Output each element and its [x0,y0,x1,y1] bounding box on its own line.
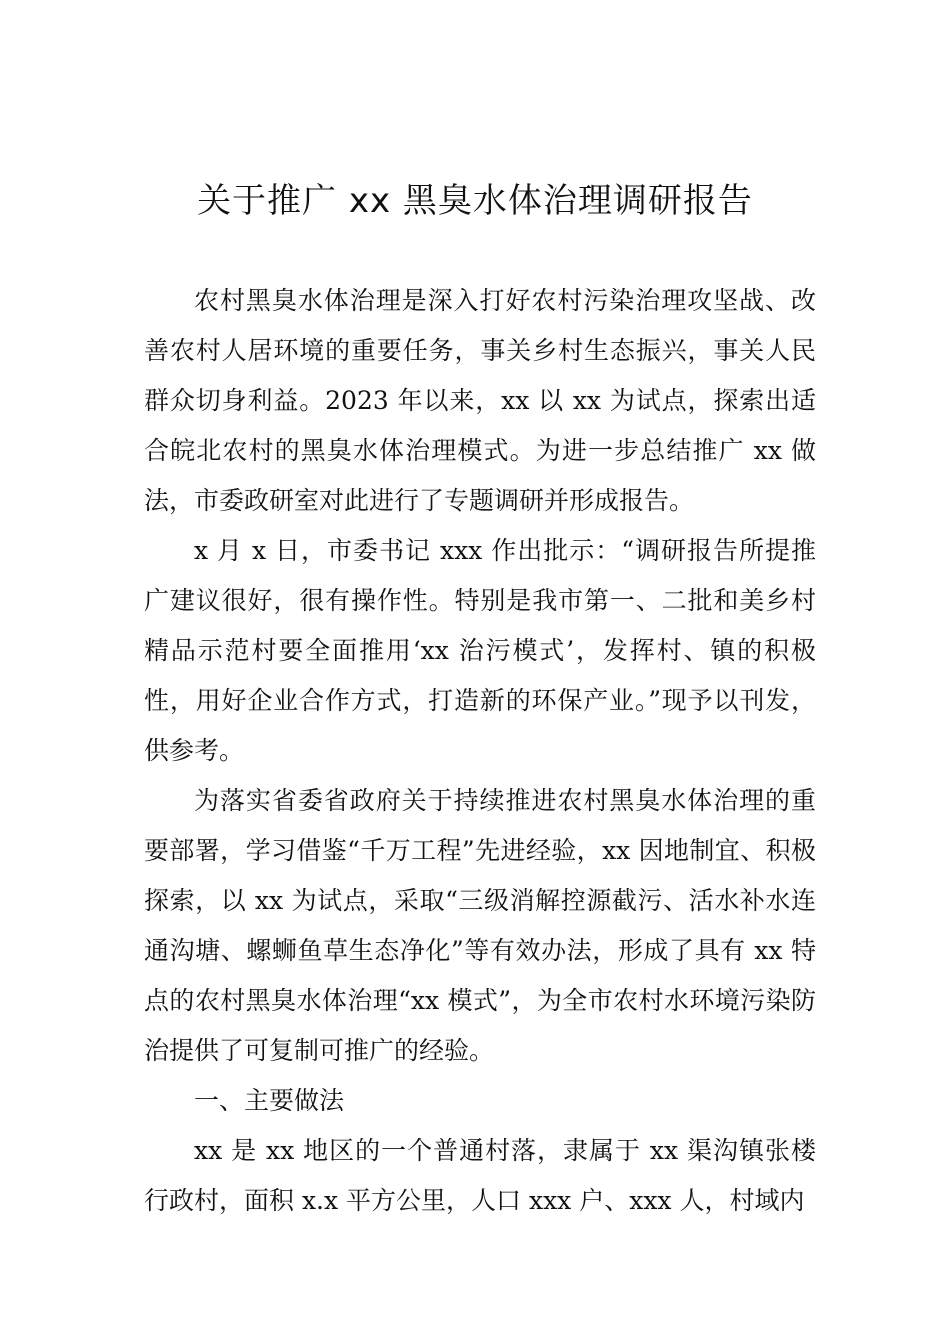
section-heading-main-practices: 一、主要做法 [194,1086,345,1115]
paragraph-background: 为落实省委省政府关于持续推进农村黑臭水体治理的重要部署，学习借鉴“千万工程”先进经验，xx 因地制宜、积极探索，以 xx 为试点，采取“三级消解控源截污、活水补水连通沟塘、螺蛳鱼草生态净化”等有效办法，形成了具有 xx 特点的农村黑臭水体治理“xx 模式”，为全市农村水环境污染防治提供了可复制可推广的经验。 [144,786,816,1065]
document-body [144,276,816,1226]
paragraph-instruction: x 月 x 日，市委书记 xxx 作出批示：“调研报告所提推广建议很好，很有操作性。特别是我市第一、二批和美乡村精品示范村要全面推用‘xx 治污模式’，发挥村、镇的积极性，用好企业合作方式，打造新的环保产业。”现予以刊发，供参考。 [144,536,816,765]
paragraph-village-overview: xx 是 xx 地区的一个普通村落，隶属于 xx 渠沟镇张楼行政村，面积 x.x 平方公里，人口 xxx 户、xxx 人，村域内 [144,1136,816,1215]
document-title: 关于推广 xx 黑臭水体治理调研报告 [197,181,753,221]
paragraph-intro: 农村黑臭水体治理是深入打好农村污染治理攻坚战、改善农村人居环境的重要任务，事关乡村生态振兴，事关人民群众切身利益。2023 年以来，xx 以 xx 为试点，探索出适合皖北农村的黑臭水体治理模式。为进一步总结推广 xx 做法，市委政研室对此进行了专题调研并形成报告。 [144,286,816,515]
